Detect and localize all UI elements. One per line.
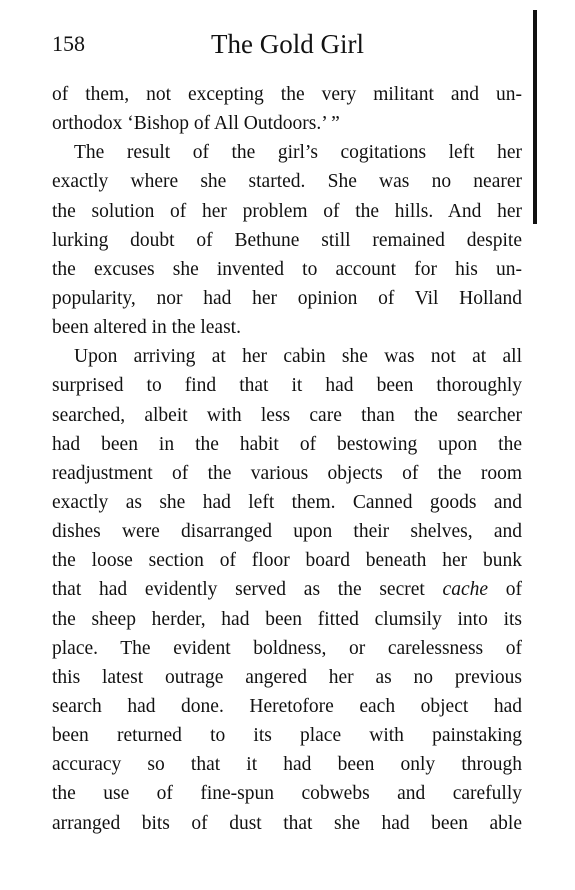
text-line: this latest outrage angered her as no previous	[52, 666, 522, 688]
paragraph-3	[52, 342, 522, 837]
text-line: had been in the habit of bestowing upon the	[52, 433, 522, 455]
paragraph-1	[52, 80, 522, 138]
text-line: arranged bits of dust that she had been able	[52, 812, 522, 834]
text-line: exactly as she had left them. Canned goods and	[52, 491, 522, 513]
text-segment: of	[488, 579, 522, 601]
text-line: the excuses she invented to account for his un-	[52, 258, 522, 280]
text-line: The result of the girl’s cogitations left her	[74, 142, 522, 164]
paragraph-2	[52, 138, 522, 342]
text-line: of them, not excepting the very militant and un-	[52, 84, 522, 105]
text-line: popularity, nor had her opinion of Vil Holland	[52, 287, 522, 309]
text-line: search had done. Heretofore each object had	[52, 695, 522, 717]
text-line: the sheep herder, had been fitted clumsily into its	[52, 608, 522, 630]
page-number: 158	[52, 31, 85, 56]
text-line: the use of fine-spun cobwebs and carefully	[52, 783, 522, 805]
text-line: readjustment of the various objects of the room	[52, 462, 522, 484]
italic-word: cache	[442, 579, 489, 601]
text-line: surprised to find that it had been thoroughly	[52, 375, 522, 397]
text-line: orthodox ‘Bishop of All Outdoors.’ ”	[52, 113, 340, 135]
running-head-title: The Gold Girl	[211, 29, 364, 59]
text-line: lurking doubt of Bethune still remained despite	[52, 229, 522, 251]
text-line: dishes were disarranged upon their shelves, and	[52, 521, 522, 543]
text-line: exactly where she started. She was no nearer	[52, 171, 522, 193]
text-line: been altered in the least.	[52, 317, 241, 339]
text-line: the solution of her problem of the hills. And her	[52, 200, 522, 222]
text-line-with-italic	[52, 575, 522, 604]
body-text	[52, 80, 522, 838]
text-line: accuracy so that it had been only through	[52, 754, 522, 776]
text-line: searched, albeit with less care than the searcher	[52, 404, 522, 426]
text-line: place. The evident boldness, or carelessness of	[52, 637, 522, 659]
margin-rule	[533, 10, 537, 224]
text-line: the loose section of floor board beneath her bunk	[52, 550, 522, 572]
text-segment: that had evidently served as the secret	[52, 579, 443, 601]
text-line: been returned to its place with painstaking	[52, 725, 522, 747]
text-line: Upon arriving at her cabin she was not at all	[74, 346, 522, 368]
